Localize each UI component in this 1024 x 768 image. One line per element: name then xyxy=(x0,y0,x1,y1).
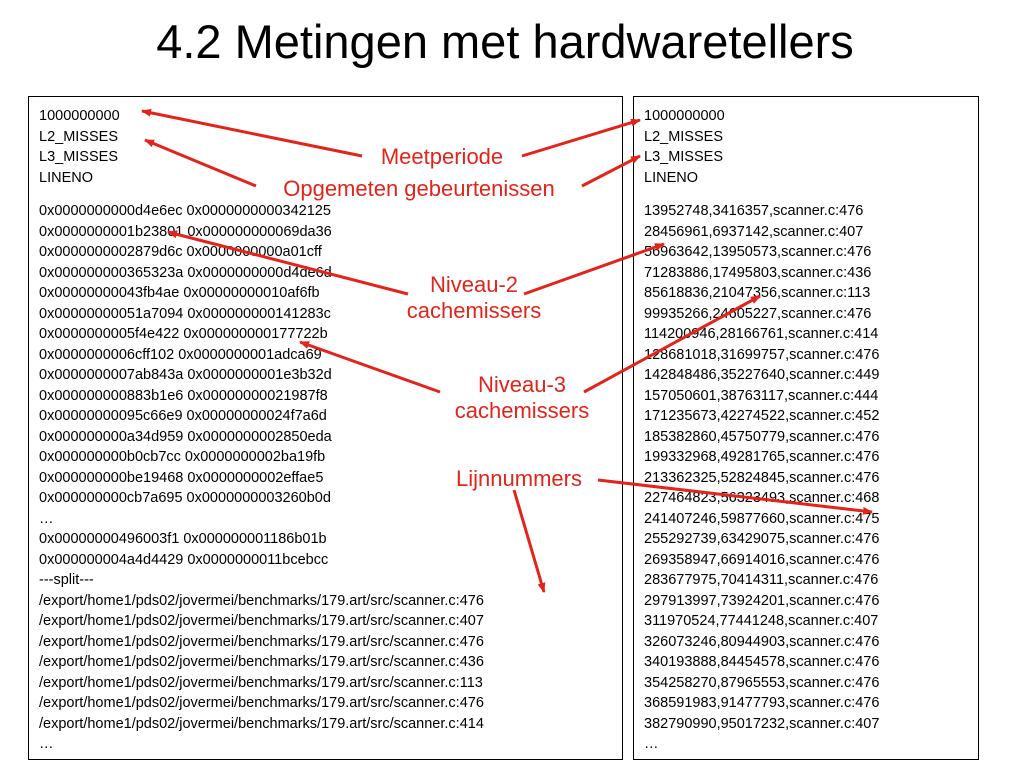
processed-output-line: L3_MISSES xyxy=(644,149,723,165)
processed-output-line: 269358947,66914016,scanner.c:476 xyxy=(644,551,880,568)
processed-output-line: 255292739,63429075,scanner.c:476 xyxy=(644,531,880,547)
raw-output-line: /export/home1/pds02/jovermei/benchmarks/179.art/src/scanner.c:436 xyxy=(39,654,484,670)
raw-output-line: 0x0000000000d4e6ec 0x0000000000342125 xyxy=(39,203,331,219)
processed-output-line: 157050601,38763117,scanner.c:444 xyxy=(644,387,879,404)
raw-output-line: 0x000000000365323a 0x0000000000d4de6d xyxy=(39,264,332,281)
callout-niveau2-line2: cachemissers xyxy=(406,298,542,323)
raw-output-line: L2_MISSES xyxy=(39,128,118,145)
processed-output-line: 326073246,80944903,scanner.c:476 xyxy=(644,633,880,650)
raw-output-line: 0x0000000005f4e422 0x000000000177722b xyxy=(39,326,328,342)
processed-output-line: … xyxy=(644,736,659,752)
raw-output-line: 0x000000000be19468 0x0000000002effae5 xyxy=(39,469,324,486)
raw-output-line: /export/home1/pds02/jovermei/benchmarks/179.art/src/scanner.c:407 xyxy=(39,613,484,629)
processed-output-line: 368591983,91477793,scanner.c:476 xyxy=(644,695,880,711)
processed-output-line: 28456961,6937142,scanner.c:407 xyxy=(644,223,864,240)
processed-output-line: 382790990,95017232,scanner.c:407 xyxy=(644,715,880,732)
callout-niveau3-cachemissers xyxy=(438,372,606,424)
callout-meetperiode: Meetperiode xyxy=(380,144,504,169)
raw-output-line: 0x000000000883b1e6 0x00000000021987f8 xyxy=(39,387,328,404)
raw-output-line: 0x000000004a4d4429 0x0000000011bcebcc xyxy=(39,551,329,568)
processed-output-line: LINENO xyxy=(644,169,698,186)
raw-output-line: /export/home1/pds02/jovermei/benchmarks/179.art/src/scanner.c:476 xyxy=(39,695,484,711)
raw-output-line: 0x00000000043fb4ae 0x00000000010af6fb xyxy=(39,285,320,301)
raw-output-line: 0x00000000496003f1 0x000000001186b01b xyxy=(39,531,327,547)
raw-output-line: 0x00000000051a7094 0x000000000141283c xyxy=(39,305,331,322)
processed-output-line: 13952748,3416357,scanner.c:476 xyxy=(644,203,864,219)
raw-output-line: 0x0000000006cff102 0x0000000001adca69 xyxy=(39,346,322,363)
processed-output-line: 1000000000 xyxy=(644,108,725,124)
callout-niveau3-line2: cachemissers xyxy=(454,398,590,423)
raw-output-line: 0x00000000095c66e9 0x00000000024f7a6d xyxy=(39,408,327,424)
raw-output-line: ---split--- xyxy=(39,572,94,588)
processed-output-line: 114200946,28166761,scanner.c:414 xyxy=(644,326,879,342)
processed-output-line: 283677975,70414311,scanner.c:476 xyxy=(644,572,879,588)
processed-output-line: 199332968,49281765,scanner.c:476 xyxy=(644,449,880,465)
processed-output-line: 85618836,21047356,scanner.c:113 xyxy=(644,285,871,301)
raw-output-line: … xyxy=(39,736,54,752)
raw-output-line: 0x0000000007ab843a 0x0000000001e3b32d xyxy=(39,367,332,383)
processed-output-line: 297913997,73924201,scanner.c:476 xyxy=(644,592,880,609)
raw-output-line: LINENO xyxy=(39,169,93,186)
processed-output-line: 128681018,31699757,scanner.c:476 xyxy=(644,346,880,363)
raw-output-line: … xyxy=(39,510,54,527)
callout-opgemeten-gebeurtenissen: Opgemeten gebeurtenissen xyxy=(283,176,555,201)
raw-output-line: /export/home1/pds02/jovermei/benchmarks/179.art/src/scanner.c:414 xyxy=(39,715,484,732)
raw-output-line: 1000000000 xyxy=(39,108,120,124)
callout-niveau2-line1: Niveau-2 xyxy=(429,272,519,297)
processed-output-line: 185382860,45750779,scanner.c:476 xyxy=(644,428,880,445)
processed-counter-output-box xyxy=(633,96,979,760)
processed-output-line: 311970524,77441248,scanner.c:407 xyxy=(644,613,879,629)
processed-counter-output-lines xyxy=(644,106,879,755)
raw-counter-output-lines xyxy=(39,106,484,755)
processed-output-line: 213362325,52824845,scanner.c:476 xyxy=(644,469,880,486)
processed-output-line: 340193888,84454578,scanner.c:476 xyxy=(644,654,880,670)
raw-output-line: 0x000000000a34d959 0x0000000002850eda xyxy=(39,428,332,445)
callout-niveau2-cachemissers xyxy=(390,272,558,324)
raw-output-line: 0x000000000cb7a695 0x0000000003260b0d xyxy=(39,490,331,506)
processed-output-line: 354258270,87965553,scanner.c:476 xyxy=(644,674,880,691)
raw-output-line: /export/home1/pds02/jovermei/benchmarks/179.art/src/scanner.c:113 xyxy=(39,674,483,691)
processed-output-line: 71283886,17495803,scanner.c:436 xyxy=(644,264,872,281)
raw-output-line: 0x000000000b0cb7cc 0x0000000002ba19fb xyxy=(39,449,326,465)
raw-output-line: L3_MISSES xyxy=(39,149,118,165)
processed-output-line: 142848486,35227640,scanner.c:449 xyxy=(644,367,880,383)
raw-output-line: 0x0000000001b23801 0x000000000069da36 xyxy=(39,223,332,240)
processed-output-line: L2_MISSES xyxy=(644,128,723,145)
callout-niveau3-line1: Niveau-3 xyxy=(477,372,567,397)
raw-output-line: /export/home1/pds02/jovermei/benchmarks/179.art/src/scanner.c:476 xyxy=(39,633,484,650)
processed-output-line: 171235673,42274522,scanner.c:452 xyxy=(644,408,880,424)
slide-title: 4.2 Metingen met hardwaretellers xyxy=(156,15,854,68)
raw-output-line: 0x0000000002879d6c 0x0000000000a01cff xyxy=(39,244,322,260)
processed-output-line: 56963642,13950573,scanner.c:476 xyxy=(644,244,872,260)
callout-lijnnummers: Lijnnummers xyxy=(456,466,582,491)
processed-output-line: 227464823,56323493,scanner.c:468 xyxy=(644,490,880,506)
processed-output-line: 241407246,59877660,scanner.c:475 xyxy=(644,510,880,527)
processed-output-line: 99935266,24605227,scanner.c:476 xyxy=(644,305,872,322)
raw-output-line: /export/home1/pds02/jovermei/benchmarks/179.art/src/scanner.c:476 xyxy=(39,592,484,609)
